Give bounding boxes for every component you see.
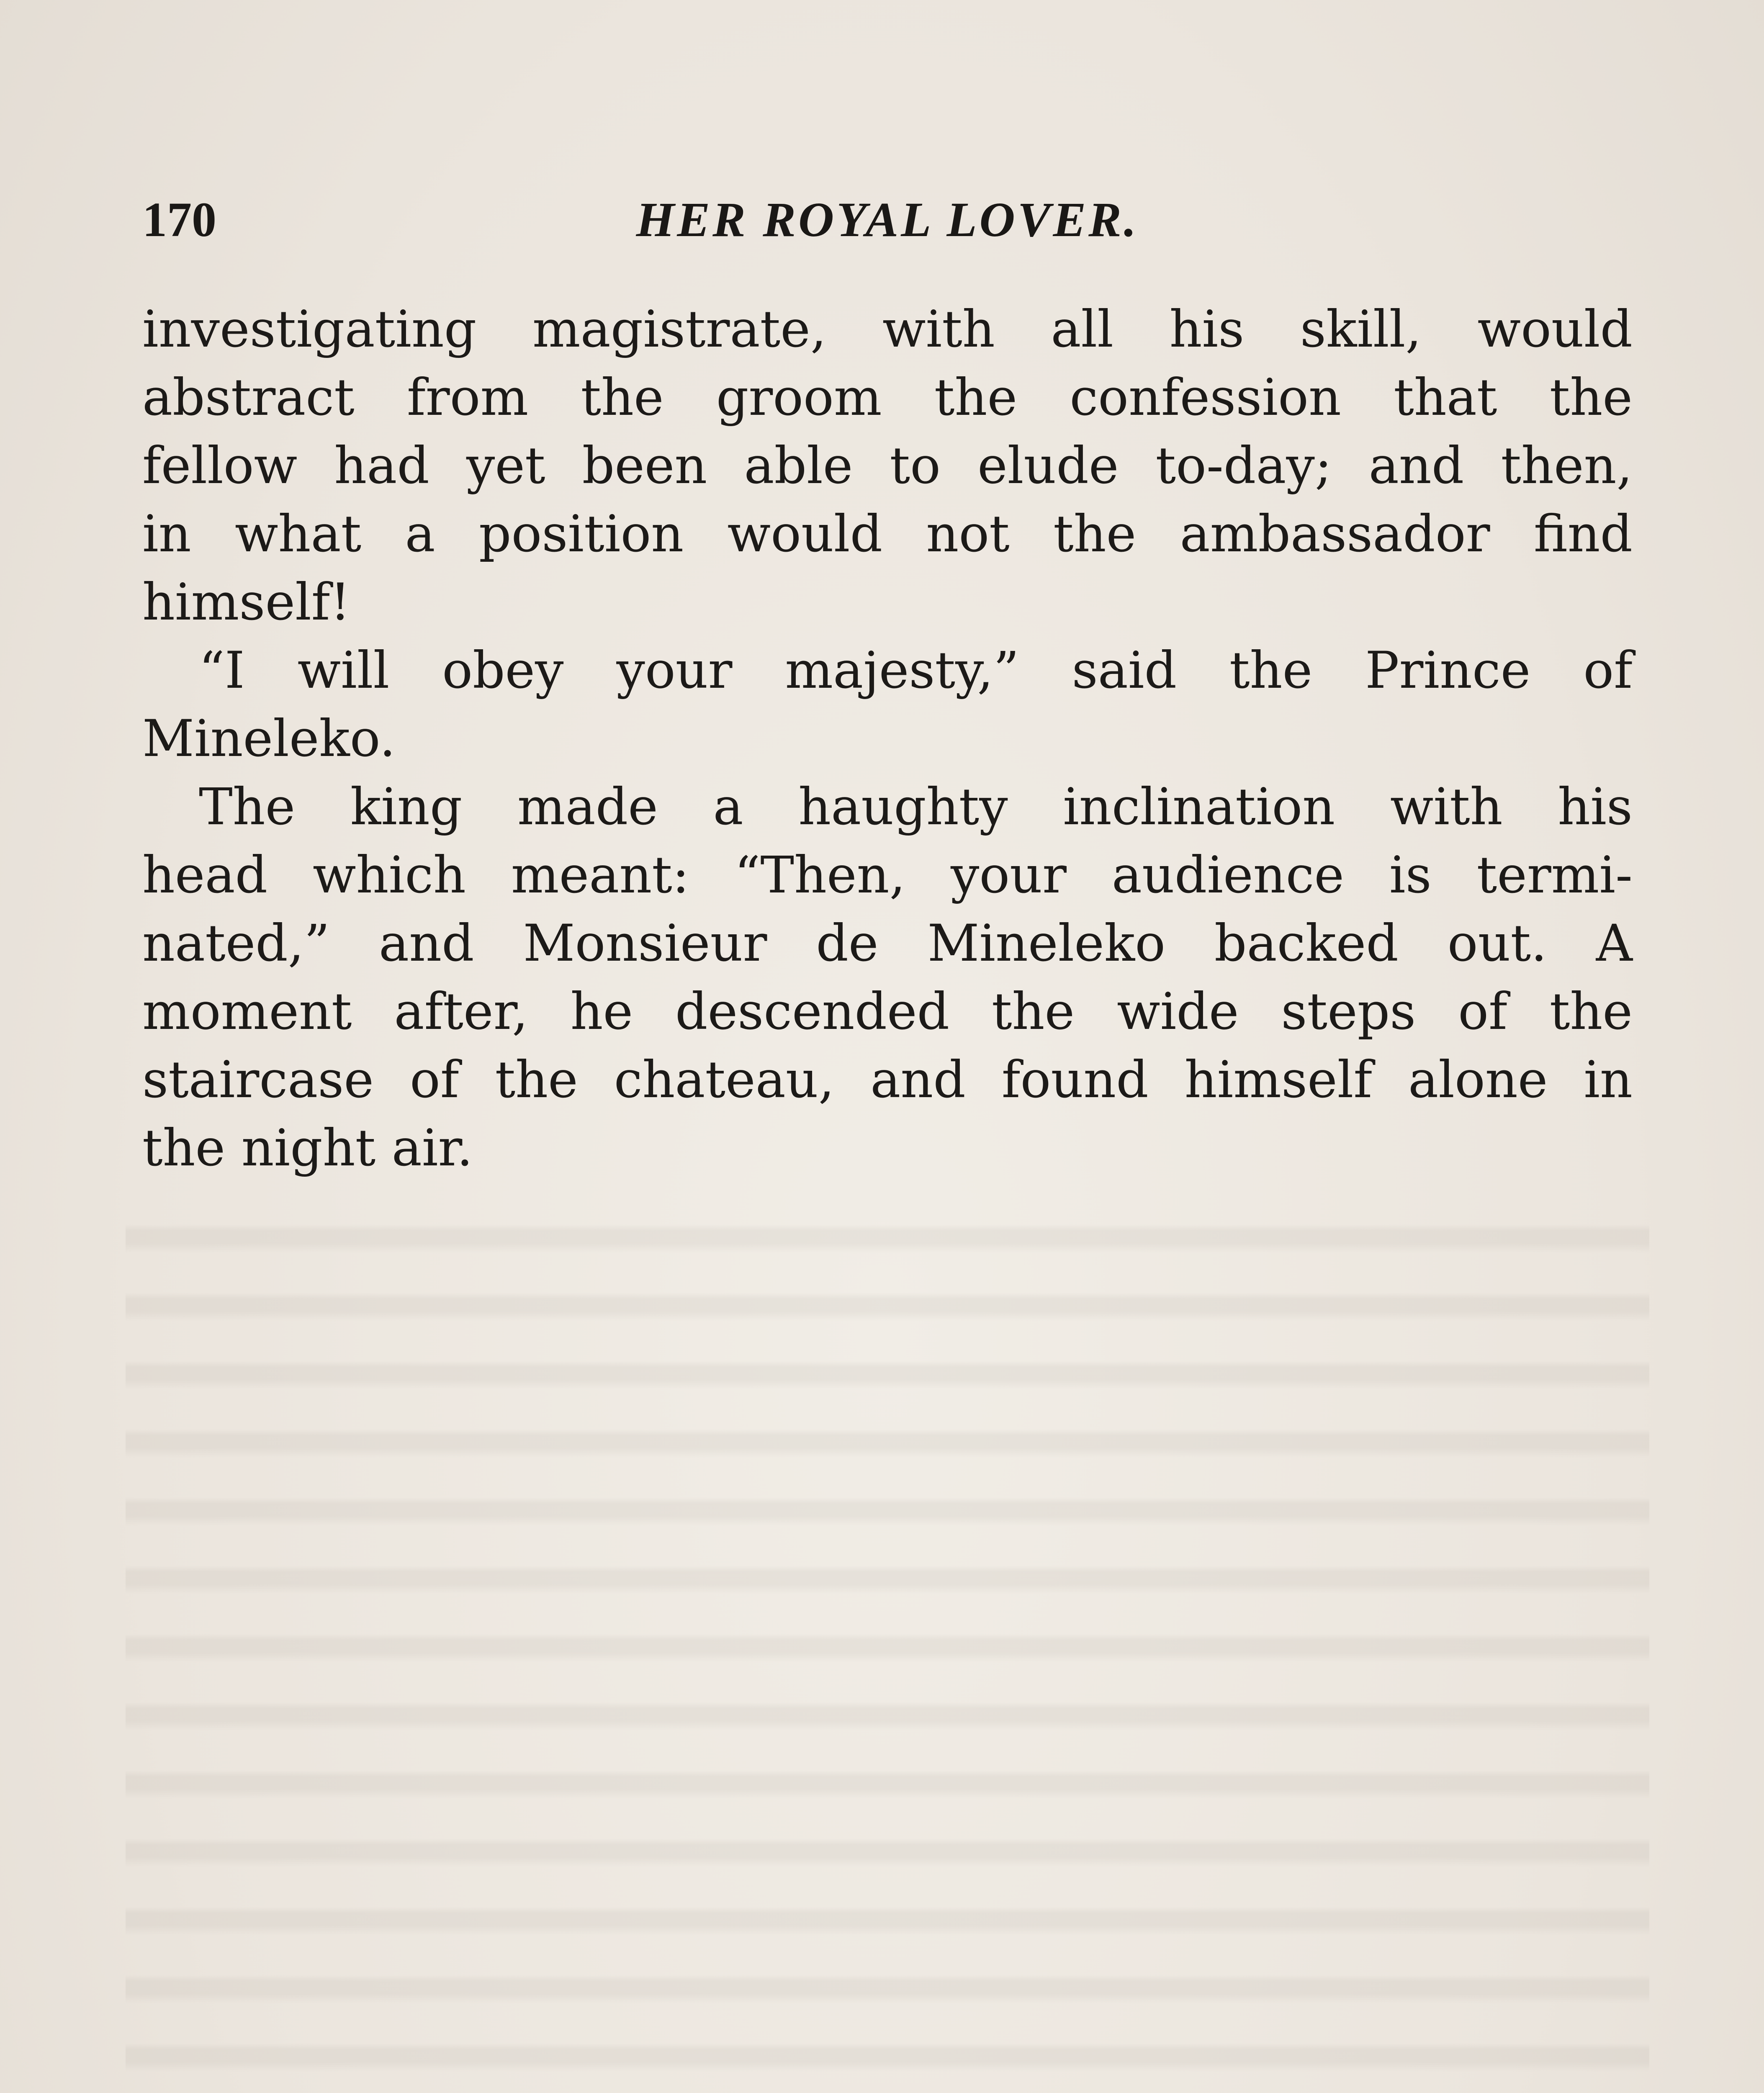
- text-line: himself!: [142, 573, 351, 632]
- page-number: 170: [142, 192, 216, 247]
- text-line: the night air.: [142, 1118, 473, 1178]
- text-line: The king made a haughty inclination with his: [199, 777, 1633, 836]
- text-line: Mineleko.: [142, 709, 396, 768]
- body-text: [142, 295, 1633, 1182]
- text-line: fellow had yet been able to elude to-day; and then,: [142, 436, 1633, 495]
- text-line: staircase of the chateau, and found himself alone in: [142, 1050, 1633, 1109]
- running-title: HER ROYAL LOVER.: [636, 192, 1139, 247]
- text-line: nated,” and Monsieur de Mineleko backed out. A: [142, 914, 1633, 973]
- text-line: in what a position would not the ambassador find: [142, 504, 1633, 563]
- text-line: “I will obey your majesty,” said the Prince of: [199, 641, 1633, 700]
- text-line: moment after, he descended the wide steps of the: [142, 982, 1633, 1041]
- text-line: investigating magistrate, with all his skill, would: [142, 300, 1633, 359]
- running-head: [142, 184, 1633, 255]
- show-through-texture: [126, 1185, 1649, 2093]
- text-line: abstract from the groom the confession that the: [142, 368, 1633, 427]
- text-line: head which meant: “Then, your audience is termi-: [142, 846, 1633, 905]
